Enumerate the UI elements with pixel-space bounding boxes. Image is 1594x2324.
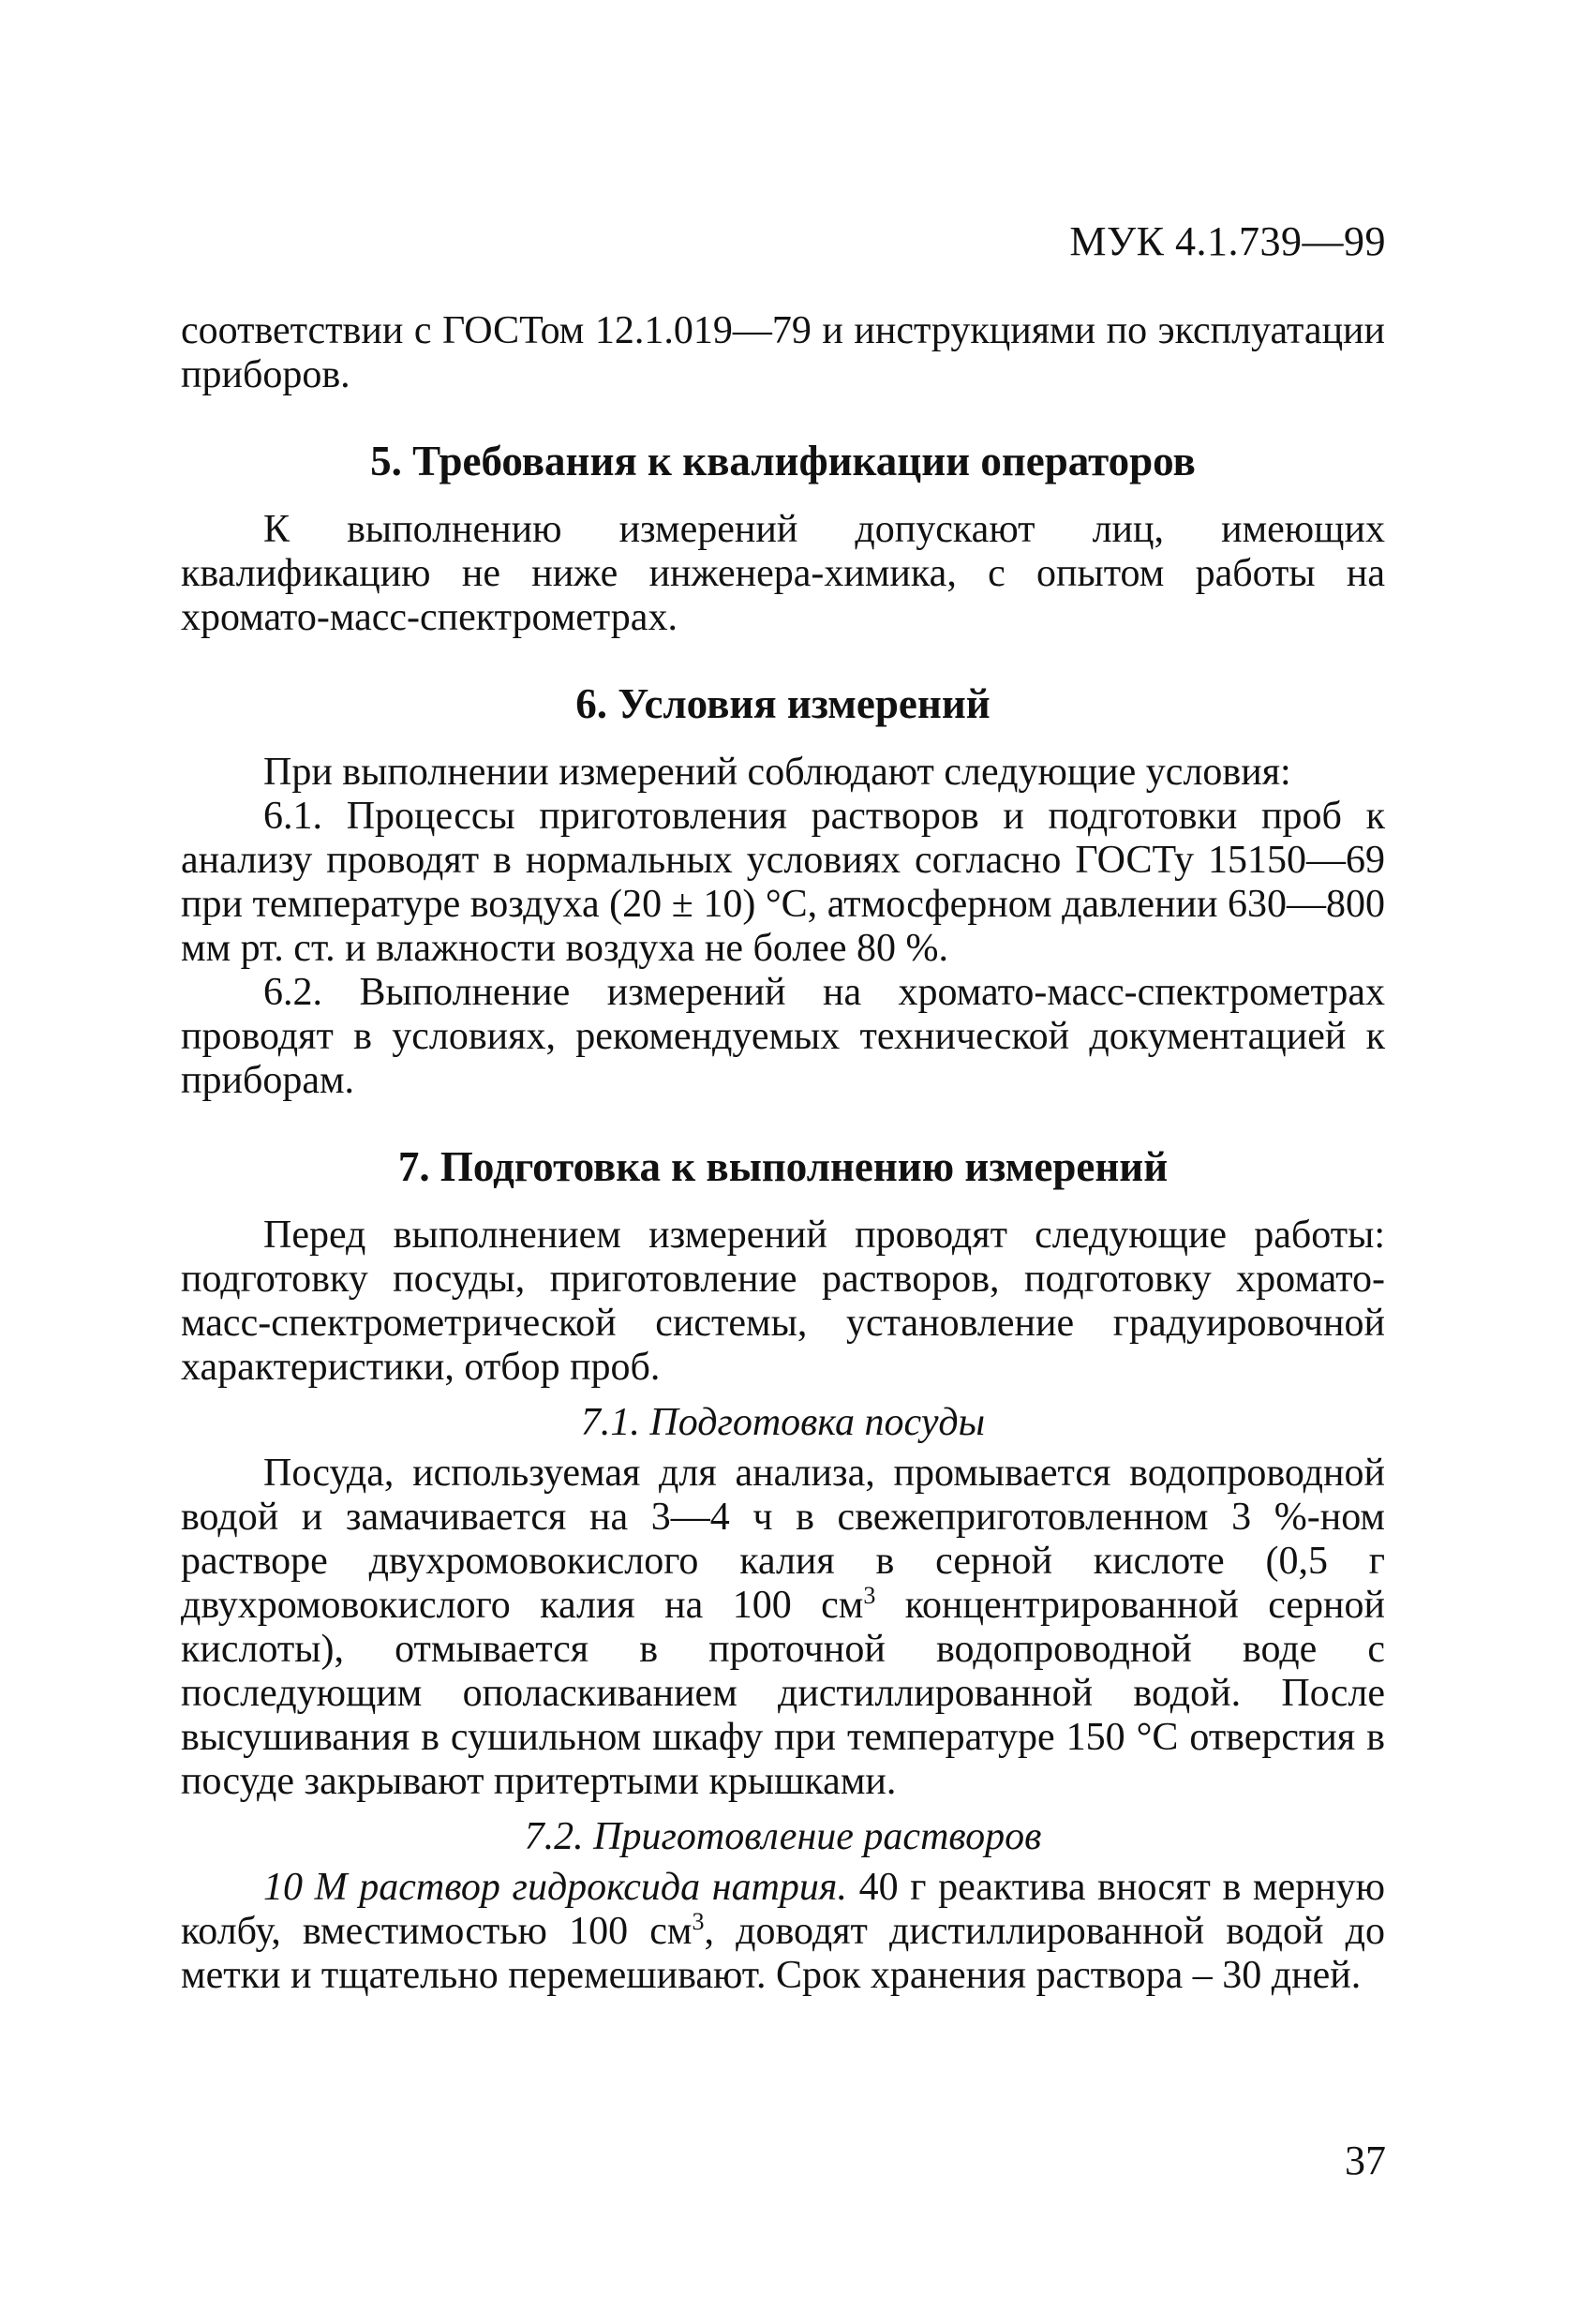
glassware-text-b: концентрированной серной кислоты), отмывается в проточной водопроводной воде с последующим ополаскиванием дистиллированной водой. После высушивания в сушильном шкафу при температуре 150 °С отверстия в посуде закрывают притертыми крышками. [181,1584,1385,1803]
section-5-title: 5. Требования к квалификации операторов [370,438,1196,484]
document-code-header: МУК 4.1.739—99 [1069,218,1386,264]
glassware-text-a: Посуда, используемая для анализа, промывается водопроводной водой и замачивается на 3—4 ч в свежеприготовленном 3 %-ном растворе двухромовокислого калия в серной кислоте (0,5 г двухромовокислого калия на 100 см [181,1452,1385,1627]
section-7-title: 7. Подготовка к выполнению измерений [397,1143,1169,1190]
reagent-name: 10 М раствор гидроксида натрия. [263,1866,847,1909]
subsection-7-1-paragraph [181,1452,1385,1804]
section-6-intro: При выполнении измерений соблюдают следующие условия: [263,751,1291,794]
section-6-title: 6. Условия измерений [575,680,991,727]
subsection-7-2-paragraph [181,1866,1385,1998]
intro-paragraph: соответствии с ГОСТом 12.1.019—79 и инструкциями по эксплуатации приборов. [181,309,1385,396]
page-number: 37 [1345,2138,1386,2183]
subsection-7-2-title: 7.2. Приготовление растворов [524,1815,1042,1858]
clause-6-2: 6.2. Выполнение измерений на хромато-масс-спектрометрах проводят в условиях, рекомендуемых технической документацией к приборам. [181,971,1385,1102]
subsection-7-1-title: 7.1. Подготовка посуды [580,1401,986,1444]
page-body [181,309,1385,1998]
clause-6-1: 6.1. Процессы приготовления растворов и подготовки проб к анализу проводят в нормальных условиях согласно ГОСТу 15150—69 при температуре воздуха (20 ± 10) °С, атмосферном давлении 630—800 мм рт. ст. и влажности воздуха не более 80 %. [181,795,1385,970]
cubic-superscript: 3 [692,1908,705,1935]
solution-text-b: , доводят дистиллированной водой до метки и тщательно перемешивают. Срок хранения раствора – 30 дней. [181,1910,1385,1997]
cubic-superscript: 3 [863,1582,876,1609]
solution-text-a: 40 г реактива вносят в мерную колбу, вместимостью 100 см [181,1866,1385,1953]
section-5-paragraph: К выполнению измерений допускают лиц, имеющих квалификацию не ниже инженера-химика, с опытом работы на хромато-масс-спектрометрах. [181,508,1385,639]
section-7-paragraph: Перед выполнением измерений проводят следующие работы: подготовку посуды, приготовление растворов, подготовку хромато-масс-спектрометрической системы, установление градуировочной характеристики, отбор проб. [181,1214,1385,1389]
